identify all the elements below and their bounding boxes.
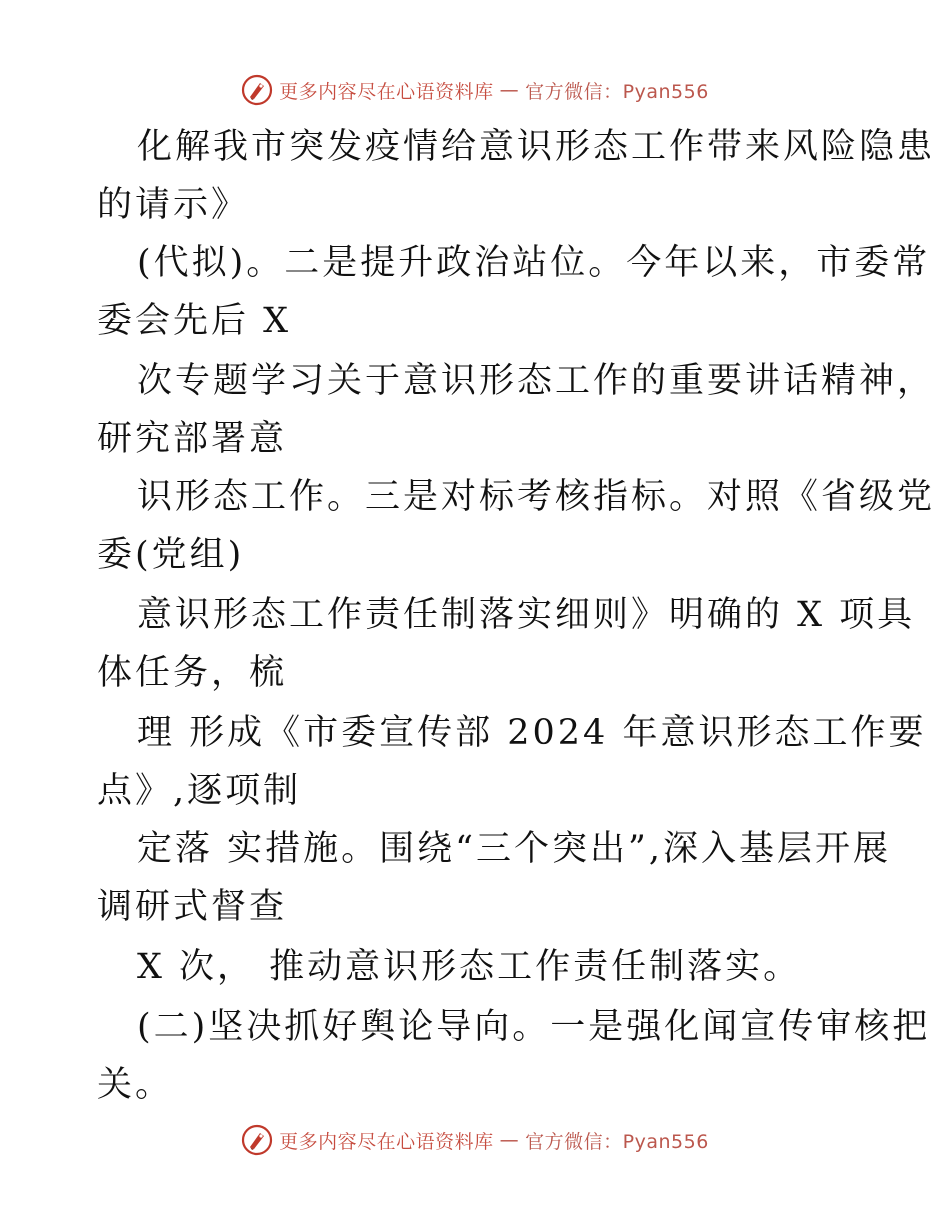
body-line: 关。 — [97, 1065, 174, 1105]
body-line: 体任务，梳 — [97, 653, 288, 693]
watermark-separator: — — [499, 1129, 520, 1151]
body-line: 委(党组) — [97, 535, 245, 575]
pen-nib-logo-icon — [241, 1124, 273, 1156]
body-line: 定落 实措施。围绕“三个突出”,深入基层开展 — [137, 829, 892, 869]
watermark-contact: 官方微信：Pyan556 — [525, 1130, 709, 1153]
body-line: (二)坚决抓好舆论导向。一是强化闻宣传审核把 — [137, 1007, 931, 1047]
body-line: 的请示》 — [97, 185, 250, 225]
watermark-contact: 官方微信：Pyan556 — [525, 80, 709, 103]
watermark-text: 更多内容尽在心语资料库 — [279, 80, 494, 103]
body-line: 研究部署意 — [97, 419, 288, 459]
body-line: 识形态工作。三是对标考核指标。对照《省级党 — [137, 477, 936, 517]
body-line: 理 形成《市委宣传部 2024 年意识形态工作要 — [137, 713, 927, 753]
footer-watermark — [0, 1120, 950, 1160]
body-line: 调研式督查 — [97, 887, 288, 927]
pen-nib-logo-icon — [241, 74, 273, 106]
watermark-separator: — — [499, 79, 520, 101]
header-watermark — [0, 70, 950, 110]
watermark-text: 更多内容尽在心语资料库 — [279, 1130, 494, 1153]
body-line: (代拟)。二是提升政治站位。今年以来，市委常 — [137, 243, 931, 283]
body-line: X 次， 推动意识形态工作责任制落实。 — [137, 947, 802, 987]
body-line: 意识形态工作责任制落实细则》明确的 X 项具 — [137, 595, 916, 635]
body-line: 化解我市突发疫情给意识形态工作带来风险隐患 — [137, 127, 936, 167]
body-line: 委会先后 X — [97, 301, 292, 341]
body-line: 点》,逐项制 — [97, 771, 302, 811]
body-line: 次专题学习关于意识形态工作的重要讲话精神， — [137, 361, 936, 401]
